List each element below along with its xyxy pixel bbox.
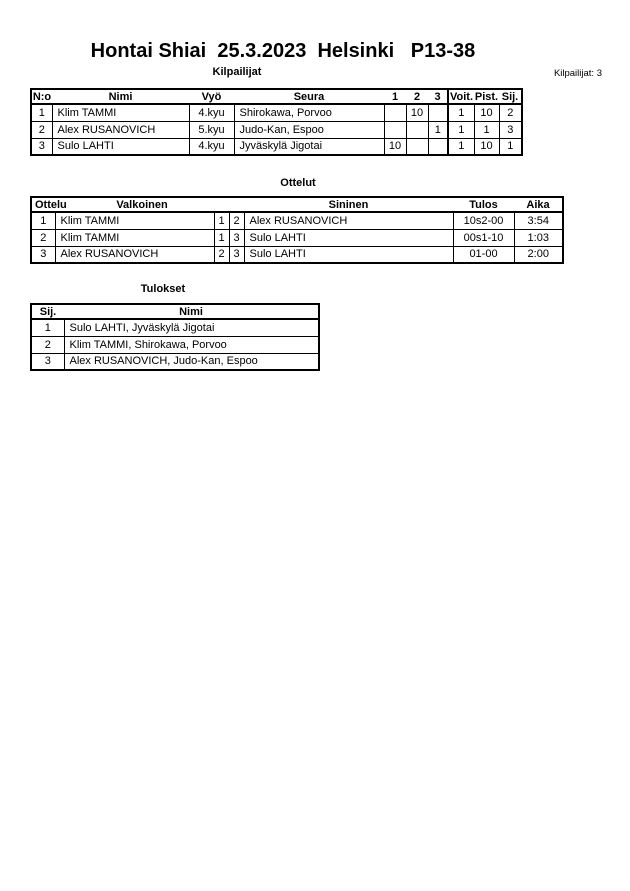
col-header-time: Aika xyxy=(514,197,563,212)
cell-white-name: Klim TAMMI xyxy=(55,212,214,229)
col-header-round2: 2 xyxy=(406,89,428,104)
results-section-title: Tulokset xyxy=(140,283,186,295)
cell-match-no: 1 xyxy=(31,212,55,229)
cell-time: 3:54 xyxy=(514,212,563,229)
cell-name: Sulo LAHTI xyxy=(52,138,189,155)
col-header-name: Nimi xyxy=(64,304,319,319)
cell-round1 xyxy=(384,104,406,121)
cell-name: Klim TAMMI, Shirokawa, Porvoo xyxy=(64,336,319,353)
cell-name: Alex RUSANOVICH xyxy=(52,121,189,138)
table-row xyxy=(31,138,522,155)
cell-place: 2 xyxy=(31,336,64,353)
cell-points: 10 xyxy=(474,104,499,121)
cell-blue-no: 3 xyxy=(229,246,244,263)
cell-round3 xyxy=(428,138,448,155)
cell-club: Shirokawa, Porvoo xyxy=(234,104,384,121)
cell-points: 1 xyxy=(474,121,499,138)
col-header-points: Pist. xyxy=(474,90,499,103)
col-header-name: Nimi xyxy=(52,89,189,104)
col-header-round1: 1 xyxy=(384,89,406,104)
cell-white-no: 1 xyxy=(214,212,229,229)
cell-wins: 1 xyxy=(448,138,474,155)
col-header-round3: 3 xyxy=(428,89,448,104)
cell-round3: 1 xyxy=(428,121,448,138)
table-row xyxy=(31,353,319,370)
competitors-table xyxy=(30,88,523,156)
table-row xyxy=(31,212,563,229)
cell-name: Sulo LAHTI, Jyväskylä Jigotai xyxy=(64,319,319,336)
matches-section-title: Ottelut xyxy=(280,177,316,189)
cell-white-name: Klim TAMMI xyxy=(55,229,214,246)
cell-wins: 1 xyxy=(448,121,474,138)
cell-round3 xyxy=(428,104,448,121)
cell-result: 01-00 xyxy=(453,246,514,263)
cell-white-no: 1 xyxy=(214,229,229,246)
cell-club: Jyväskylä Jigotai xyxy=(234,138,384,155)
cell-round1: 10 xyxy=(384,138,406,155)
col-header-result: Tulos xyxy=(453,197,514,212)
competitors-section-title: Kilpailijat xyxy=(212,66,262,78)
col-header-place: Sij. xyxy=(31,304,64,319)
table-row xyxy=(31,336,319,353)
cell-blue-no: 2 xyxy=(229,212,244,229)
cell-no: 1 xyxy=(31,104,52,121)
cell-white-name: Alex RUSANOVICH xyxy=(55,246,214,263)
table-row xyxy=(31,121,522,138)
cell-wins: 1 xyxy=(448,104,474,121)
cell-white-no: 2 xyxy=(214,246,229,263)
cell-result: 00s1-10 xyxy=(453,229,514,246)
cell-name: Klim TAMMI xyxy=(52,104,189,121)
cell-round1 xyxy=(384,121,406,138)
table-row xyxy=(31,246,563,263)
cell-result: 10s2-00 xyxy=(453,212,514,229)
table-row xyxy=(31,319,319,336)
col-header-no: N:o xyxy=(32,90,52,103)
competitors-header-row xyxy=(31,89,522,104)
col-header-belt: Vyö xyxy=(189,89,234,104)
table-row xyxy=(31,229,563,246)
results-header-row xyxy=(31,304,319,319)
cell-name: Alex RUSANOVICH, Judo-Kan, Espoo xyxy=(64,353,319,370)
table-row xyxy=(31,104,522,121)
matches-table xyxy=(30,196,564,264)
cell-belt: 4.kyu xyxy=(189,104,234,121)
matches-header-row xyxy=(31,197,563,212)
document-title: Hontai Shiai 25.3.2023 Helsinki P13-38 xyxy=(90,40,476,62)
competitor-count: Kilpailijat: 3 xyxy=(553,68,602,79)
cell-no: 2 xyxy=(31,121,52,138)
cell-place: 1 xyxy=(31,319,64,336)
cell-place: 2 xyxy=(499,104,522,121)
cell-round2 xyxy=(406,121,428,138)
cell-round2 xyxy=(406,138,428,155)
col-header-place: Sij. xyxy=(499,89,522,104)
cell-match-no: 2 xyxy=(31,229,55,246)
cell-belt: 4.kyu xyxy=(189,138,234,155)
cell-points: 10 xyxy=(474,138,499,155)
col-header-white: Valkoinen xyxy=(55,197,229,212)
cell-blue-name: Sulo LAHTI xyxy=(244,229,453,246)
cell-place: 3 xyxy=(499,121,522,138)
cell-time: 1:03 xyxy=(514,229,563,246)
cell-match-no: 3 xyxy=(31,246,55,263)
cell-time: 2:00 xyxy=(514,246,563,263)
cell-place: 1 xyxy=(499,138,522,155)
cell-club: Judo-Kan, Espoo xyxy=(234,121,384,138)
col-header-wins: Voit. xyxy=(449,90,473,103)
results-table xyxy=(30,303,320,371)
cell-no: 3 xyxy=(31,138,52,155)
cell-belt: 5.kyu xyxy=(189,121,234,138)
col-header-spacer xyxy=(229,197,244,212)
col-header-match: Ottelu xyxy=(31,197,55,212)
cell-blue-name: Sulo LAHTI xyxy=(244,246,453,263)
cell-blue-name: Alex RUSANOVICH xyxy=(244,212,453,229)
cell-place: 3 xyxy=(31,353,64,370)
col-header-club: Seura xyxy=(234,89,384,104)
cell-round2: 10 xyxy=(406,104,428,121)
cell-blue-no: 3 xyxy=(229,229,244,246)
col-header-blue: Sininen xyxy=(244,197,453,212)
